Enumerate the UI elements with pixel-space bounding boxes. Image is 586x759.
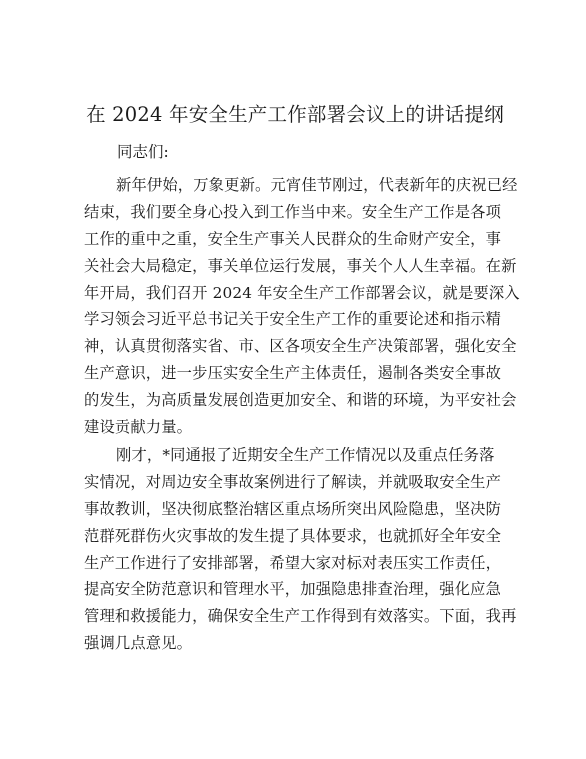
- paragraph-line: 的发生，为高质量发展创造更加安全、和谐的环境，为平安社会: [84, 391, 517, 410]
- paragraph-line: 生产意识，进一步压实安全生产主体责任，遏制各类安全事故: [84, 364, 502, 383]
- paragraph-line: 建设贡献力量。: [84, 418, 193, 437]
- paragraph-line: 结束，我们要全身心投入到工作当中来。安全生产工作是各项: [84, 202, 502, 221]
- paragraph-line: 神，认真贯彻落实省、市、区各项安全生产决策部署，强化安全: [84, 337, 517, 356]
- paragraph-line: 强调几点意见。: [84, 634, 193, 653]
- paragraph-line: 管理和救援能力，确保安全生产工作得到有效落实。下面，我再: [84, 607, 517, 626]
- paragraph-2: [84, 442, 517, 657]
- paragraph-1: [84, 172, 520, 441]
- paragraph-line: 学习领会习近平总书记关于安全生产工作的重要论述和指示精: [84, 310, 502, 329]
- paragraph-line: 生产工作进行了安排部署，希望大家对标对表压实工作责任，: [84, 553, 502, 572]
- paragraph-line: 范群死群伤火灾事故的发生提了具体要求，也就抓好全年安全: [84, 526, 502, 545]
- document-title: 在 2024 年安全生产工作部署会议上的讲话提纲: [86, 103, 504, 126]
- paragraph-line: 年开局，我们召开 2024 年安全生产工作部署会议，就是要深入: [84, 283, 520, 302]
- paragraph-line: 提高安全防范意识和管理水平，加强隐患排查治理，强化应急: [84, 580, 502, 599]
- paragraph-line: 实情况，对周边安全事故案例进行了解读，并就吸取安全生产: [84, 472, 502, 491]
- paragraph-line: 工作的重中之重，安全生产事关人民群众的生命财产安全，事: [84, 229, 502, 248]
- paragraph-line: 关社会大局稳定，事关单位运行发展，事关个人人生幸福。在新: [84, 256, 517, 275]
- paragraph-line: 刚才，*同通报了近期安全生产工作情况以及重点任务落: [116, 446, 495, 464]
- paragraph-line: 新年伊始，万象更新。元宵佳节刚过，代表新年的庆祝已经: [116, 176, 518, 194]
- paragraph-line: 事故教训，坚决彻底整治辖区重点场所突出风险隐患，坚决防: [84, 499, 502, 518]
- greeting: 同志们:: [117, 143, 169, 161]
